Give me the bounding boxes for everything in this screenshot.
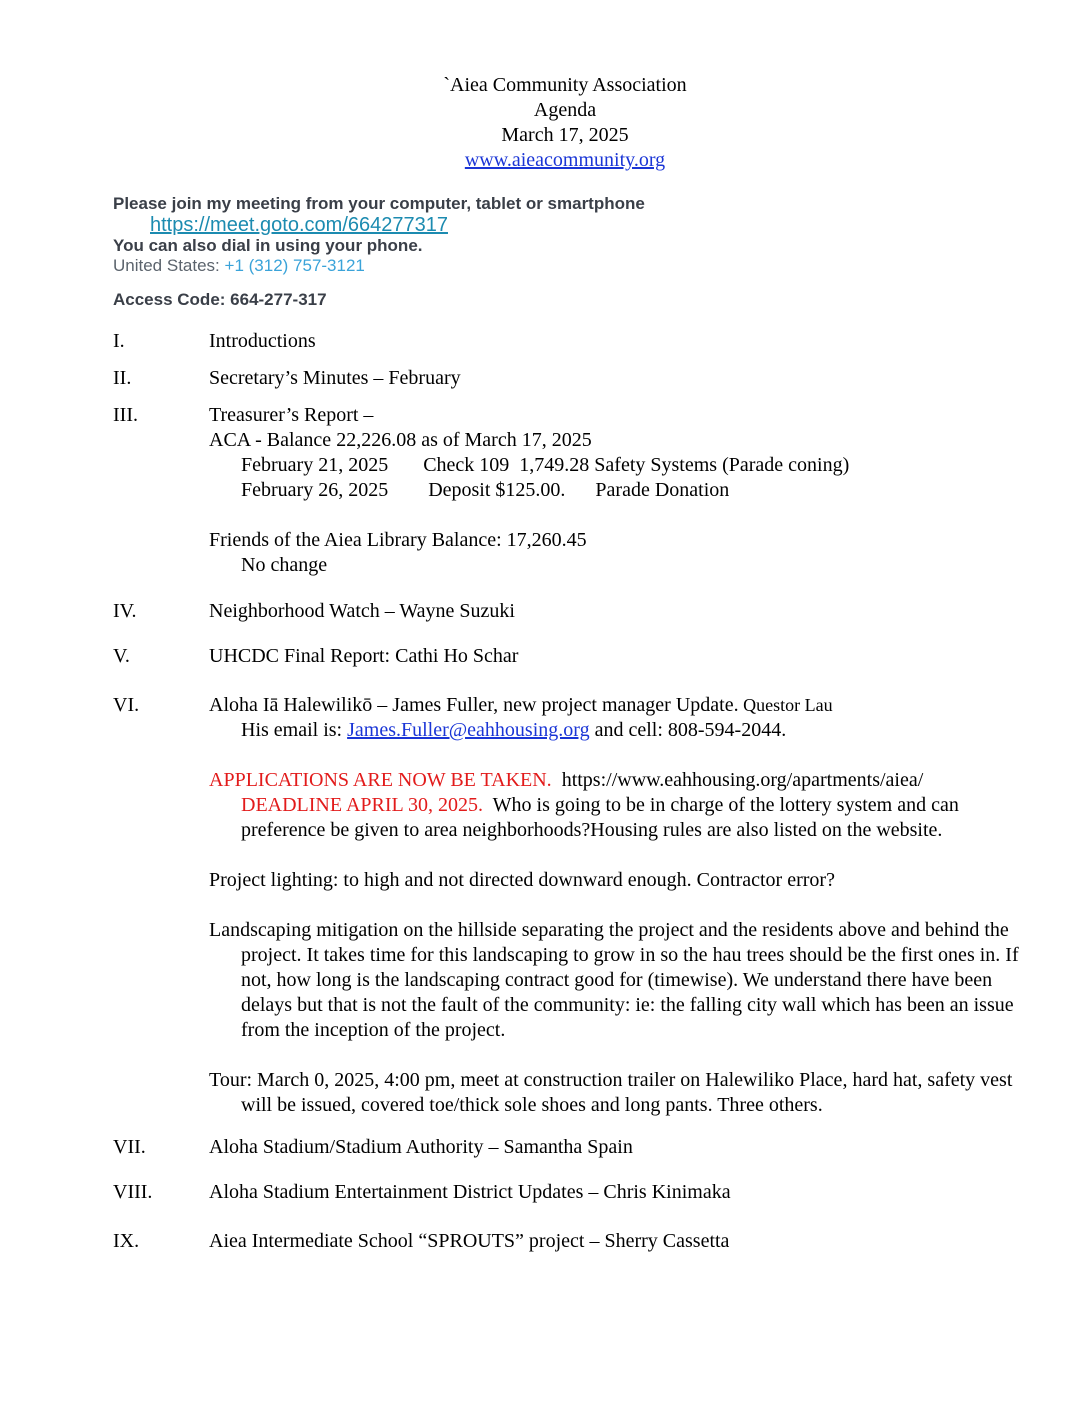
applications-notice: APPLICATIONS ARE NOW BE TAKEN. <box>209 769 552 791</box>
ledger-entry: February 21, 2025 Check 109 1,749.28 Safety Systems (Parade coning) <box>241 454 850 476</box>
item-number: III. <box>113 404 138 426</box>
aca-balance: ACA - Balance 22,226.08 as of March 17, 2025 <box>209 429 592 451</box>
doc-title: Agenda <box>533 99 597 121</box>
deadline-paragraph <box>209 793 1029 843</box>
item-number: IX. <box>113 1230 140 1252</box>
join-text: Please join my meeting from your computer, tablet or smartphone <box>113 194 645 213</box>
email-link[interactable]: James.Fuller@eahhousing.org <box>347 719 590 741</box>
header <box>0 73 1088 173</box>
item-number: V. <box>113 645 130 667</box>
applications-line <box>209 768 1029 793</box>
applications-url: https://www.eahhousing.org/apartments/aiea/ <box>551 769 924 791</box>
email-prefix: His email is: <box>241 719 348 741</box>
item-title: Neighborhood Watch – Wayne Suzuki <box>209 600 515 622</box>
tour-paragraph: Tour: March 0, 2025, 4:00 pm, meet at construction trailer on Halewiliko Place, hard hat, safety vest will be issued, covered toe/thick sole shoes and long pants. Three others. <box>209 1069 1013 1116</box>
org-name: `Aiea Community Association <box>443 74 687 96</box>
item-title <box>209 693 1029 718</box>
library-balance: Friends of the Aiea Library Balance: 17,260.45 <box>209 529 587 551</box>
landscaping-paragraph: Landscaping mitigation on the hillside separating the project and the residents above and behind the project. It takes time for this landscaping to grow in so the hau trees should be the first ones in. If not, how long is the landscaping contract good for (timewise). We understand there have been delays but that is not the fault of the community: ie: the falling city wall which has been an issue from the inception of the project. <box>209 919 1019 1041</box>
deadline-notice: DEADLINE APRIL 30, 2025. <box>241 794 484 816</box>
website-link[interactable]: www.aieacommunity.org <box>464 149 666 171</box>
dial-text: You can also dial in using your phone. <box>113 236 423 255</box>
access-code: Access Code: 664-277-317 <box>113 290 327 309</box>
item-title-text: Aloha Iā Halewilikō – James Fuller, new project manager Update. <box>209 694 739 716</box>
item-number: VI. <box>113 694 140 716</box>
item-title-note: Questor Lau <box>738 695 833 715</box>
item-title: UHCDC Final Report: Cathi Ho Schar <box>209 645 519 667</box>
meeting-info <box>113 194 1013 276</box>
item-number: VII. <box>113 1136 146 1158</box>
meeting-url-link[interactable]: https://meet.goto.com/664277317 <box>150 214 448 236</box>
phone-line <box>113 256 1013 276</box>
item-title: Treasurer’s Report – <box>209 404 374 426</box>
phone-number-link[interactable]: +1 (312) 757-3121 <box>224 256 365 275</box>
meeting-date: March 17, 2025 <box>501 124 629 146</box>
contact-line <box>209 718 1029 743</box>
email-suffix: and cell: 808-594-2044. <box>589 719 787 741</box>
item-title: Aiea Intermediate School “SPROUTS” project – Sherry Cassetta <box>209 1230 730 1252</box>
item-number: IV. <box>113 600 137 622</box>
lighting-paragraph: Project lighting: to high and not directed downward enough. Contractor error? <box>209 869 835 891</box>
item-number: I. <box>113 330 125 352</box>
item-title: Aloha Stadium/Stadium Authority – Samantha Spain <box>209 1136 633 1158</box>
deadline-text: Who is going to be in charge of the lottery system and can preference be given to area neighborhoods?Housing rules are also listed on the website. <box>241 794 964 841</box>
item-title: Aloha Stadium Entertainment District Updates – Chris Kinimaka <box>209 1181 731 1203</box>
ledger-entry: February 26, 2025 Deposit $125.00. Parade Donation <box>241 479 730 501</box>
item-number: VIII. <box>113 1181 153 1203</box>
library-note: No change <box>241 554 328 576</box>
item-title: Introductions <box>209 330 316 352</box>
item-title: Secretary’s Minutes – February <box>209 367 461 389</box>
item-number: II. <box>113 367 132 389</box>
country-label: United States: <box>113 256 225 275</box>
